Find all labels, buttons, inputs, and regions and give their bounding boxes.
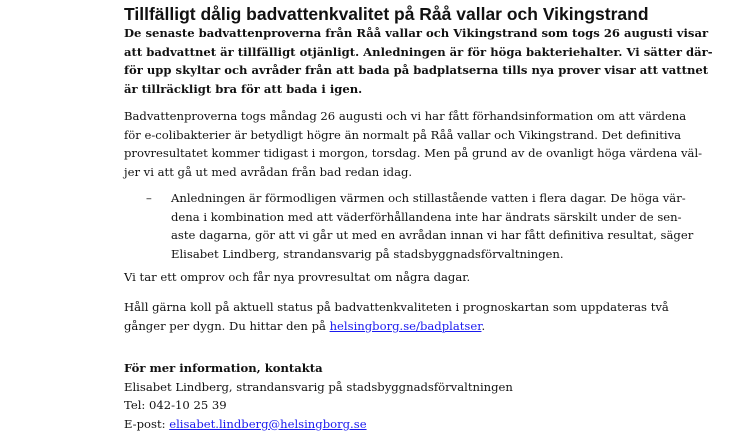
quote-paragraph xyxy=(171,189,651,263)
contact-name: Elisabet Lindberg, strandansvarig på stadsbyggnadsförvaltningen xyxy=(124,378,654,397)
body-line: provresultatet kommer tidigast i morgon, torsdag. Men på grund av de ovanligt höga värdena väl- xyxy=(124,144,654,163)
body-line: för e-colibakterier är betydligt högre än normalt på Råå vallar och Vikingstrand. Det definitiva xyxy=(124,126,654,145)
lead-paragraph xyxy=(124,24,654,98)
quote-line: Anledningen är förmodligen värmen och stillastående vatten i flera dagar. De höga vär- xyxy=(171,189,651,208)
lead-line: De senaste badvattenproverna från Råå vallar och Vikingstrand som togs 26 augusti visar xyxy=(124,24,654,43)
document-title: Tillfälligt dålig badvattenkvalitet på Råå vallar och Vikingstrand xyxy=(124,4,649,24)
badplatser-link[interactable]: helsingborg.se/badplatser xyxy=(330,319,482,333)
body-line: Vi tar ett omprov och får nya provresultat om några dagar. xyxy=(124,268,654,287)
body-paragraph-3 xyxy=(124,298,654,335)
contact-email-row xyxy=(124,415,654,433)
lead-line: för upp skyltar och avråder från att bada på badplatserna tills nya prover visar att vattnet xyxy=(124,61,654,80)
body-paragraph-1 xyxy=(124,107,654,181)
contact-section xyxy=(124,359,654,433)
contact-email-link[interactable]: elisabet.lindberg@helsingborg.se xyxy=(169,417,366,431)
body-text: . xyxy=(481,319,485,333)
quote-dash: – xyxy=(146,189,152,208)
body-line xyxy=(124,317,654,336)
body-paragraph-2 xyxy=(124,268,654,287)
lead-line: är tillräckligt bra för att bada i igen. xyxy=(124,80,654,99)
contact-phone: Tel: 042-10 25 39 xyxy=(124,396,654,415)
lead-line: att badvattnet är tillfälligt otjänligt. Anledningen är för höga bakteriehalter. Vi sätter där- xyxy=(124,43,654,62)
contact-email-label: E-post: xyxy=(124,417,169,431)
body-line: Badvattenproverna togs måndag 26 augusti och vi har fått förhandsinformation om att värdena xyxy=(124,107,654,126)
contact-heading: För mer information, kontakta xyxy=(124,359,654,378)
body-text: gånger per dygn. Du hittar den på xyxy=(124,319,330,333)
body-line: Håll gärna koll på aktuell status på badvattenkvaliteten i prognoskartan som uppdateras två xyxy=(124,298,654,317)
quote-line: Elisabet Lindberg, strandansvarig på stadsbyggnadsförvaltningen. xyxy=(171,245,651,264)
quote-line: dena i kombination med att väderförhållandena inte har ändrats särskilt under de sen- xyxy=(171,208,651,227)
body-line: jer vi att gå ut med avrådan från bad redan idag. xyxy=(124,163,654,182)
quote-line: aste dagarna, gör att vi går ut med en avrådan innan vi har fått definitiva resultat, säger xyxy=(171,226,651,245)
